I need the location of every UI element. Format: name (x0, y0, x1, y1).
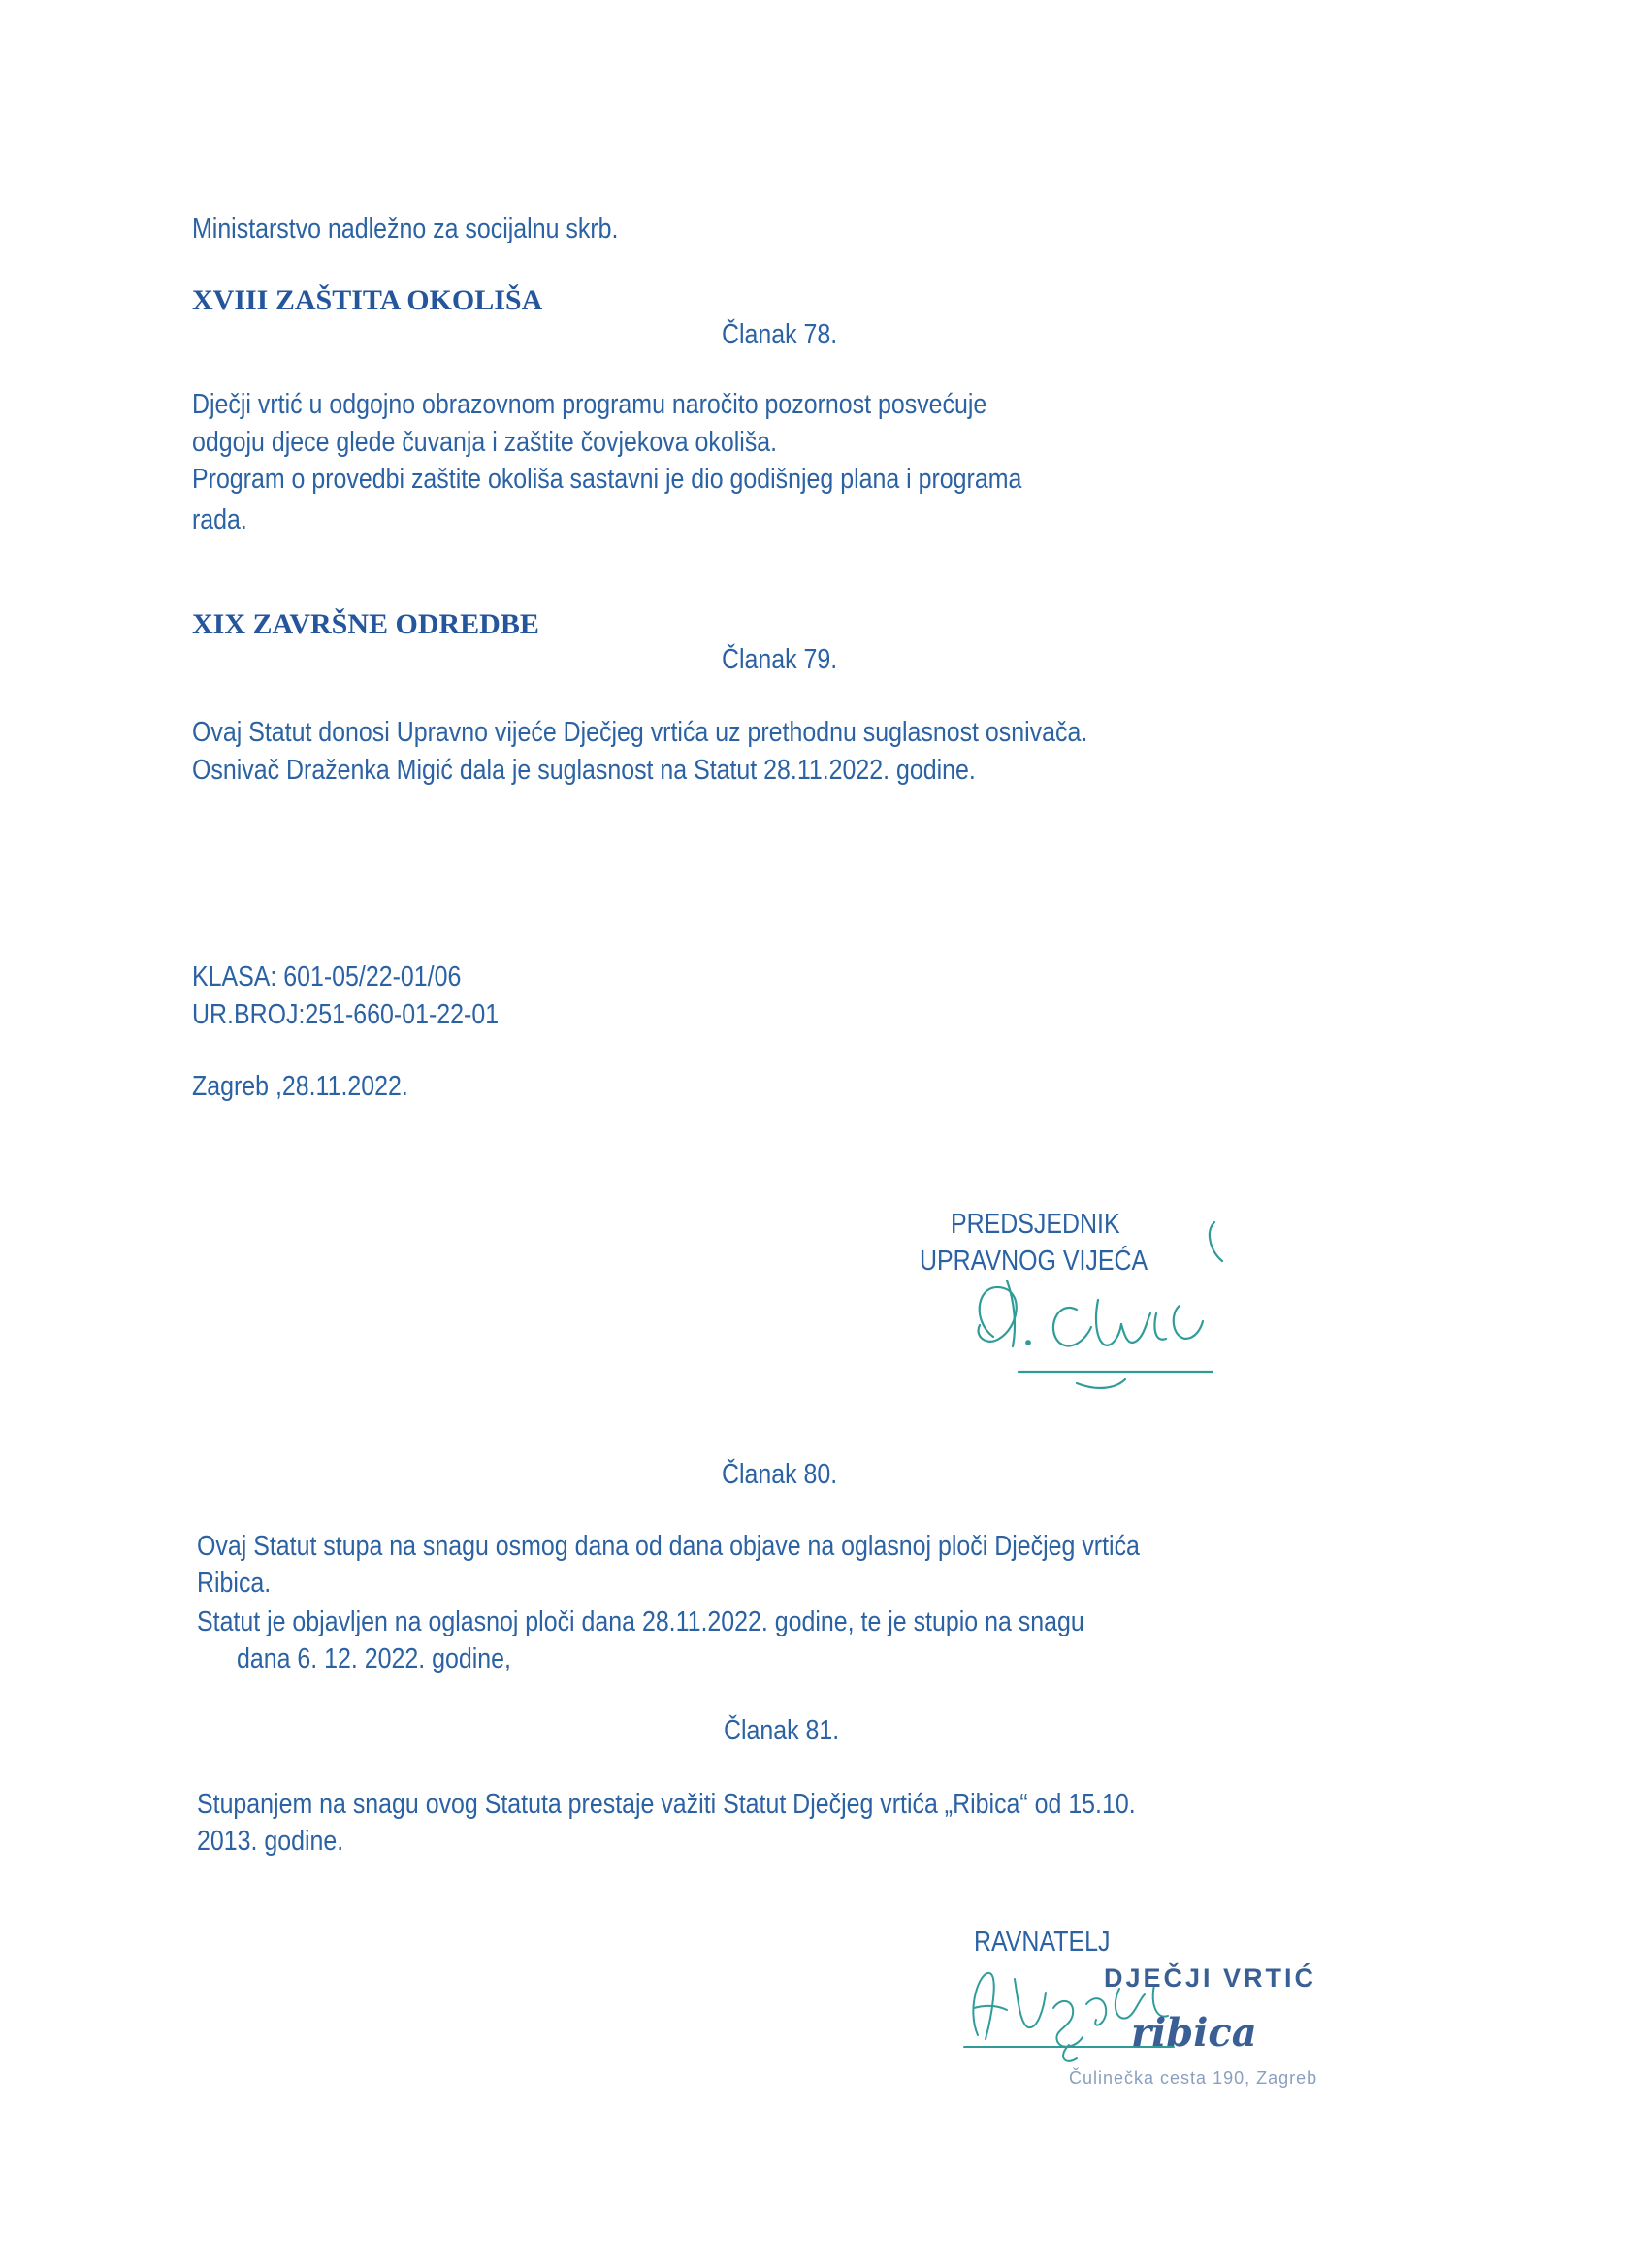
section-heading: XVIII ZAŠTITA OKOLIŠA (192, 284, 543, 316)
text-line: Ministarstvo nadležno za socijalnu skrb. (192, 213, 619, 244)
signature-title: UPRAVNOG VIJEĆA (920, 1246, 1148, 1277)
article-number: Članak 81. (724, 1715, 840, 1746)
stamp-line-1: DJEČJI VRTIĆ (1104, 1963, 1317, 1993)
stamp-line-2: ribica (1131, 2010, 1257, 2056)
text-line: Dječji vrtić u odgojno obrazovnom programu naročito pozornost posvećuje (192, 389, 987, 420)
text-line: Ribica. (197, 1568, 272, 1599)
president-signature (931, 1213, 1261, 1387)
place-date: Zagreb ,28.11.2022. (192, 1071, 408, 1102)
signature-title: PREDSJEDNIK (951, 1209, 1120, 1240)
text-line: Osnivač Draženka Migić dala je suglasnost na Statut 28.11.2022. godine. (192, 755, 976, 786)
text-line: dana 6. 12. 2022. godine, (237, 1643, 511, 1674)
article-number: Članak 80. (722, 1459, 838, 1490)
text-line: Ovaj Statut donosi Upravno vijeće Dječjeg vrtića uz prethodnu suglasnost osnivača. (192, 717, 1088, 748)
section-heading: XIX ZAVRŠNE ODREDBE (192, 608, 539, 640)
stamp-line-3: Čulinečka cesta 190, Zagreb (1069, 2068, 1318, 2088)
text-line: Program o provedbi zaštite okoliša sastavni je dio godišnjeg plana i programa (192, 464, 1022, 495)
text-line: Ovaj Statut stupa na snagu osmog dana od dana objave na oglasnoj ploči Dječjeg vrtića (197, 1531, 1140, 1562)
text-line: rada. (192, 504, 247, 535)
text-line: odgoju djece glede čuvanja i zaštite čovjekova okoliša. (192, 427, 778, 458)
classification-number: KLASA: 601-05/22-01/06 (192, 961, 462, 992)
text-line: Stupanjem na snagu ovog Statuta prestaje važiti Statut Dječjeg vrtića „Ribica“ od 15.10. (197, 1789, 1136, 1820)
signature-title: RAVNATELJ (974, 1927, 1111, 1958)
text-line: Statut je objavljen na oglasnoj ploči dana 28.11.2022. godine, te je stupio na snagu (197, 1606, 1084, 1637)
text-line: 2013. godine. (197, 1826, 344, 1857)
article-number: Članak 78. (722, 319, 838, 350)
article-number: Članak 79. (722, 644, 838, 675)
registry-number: UR.BROJ:251-660-01-22-01 (192, 999, 500, 1030)
